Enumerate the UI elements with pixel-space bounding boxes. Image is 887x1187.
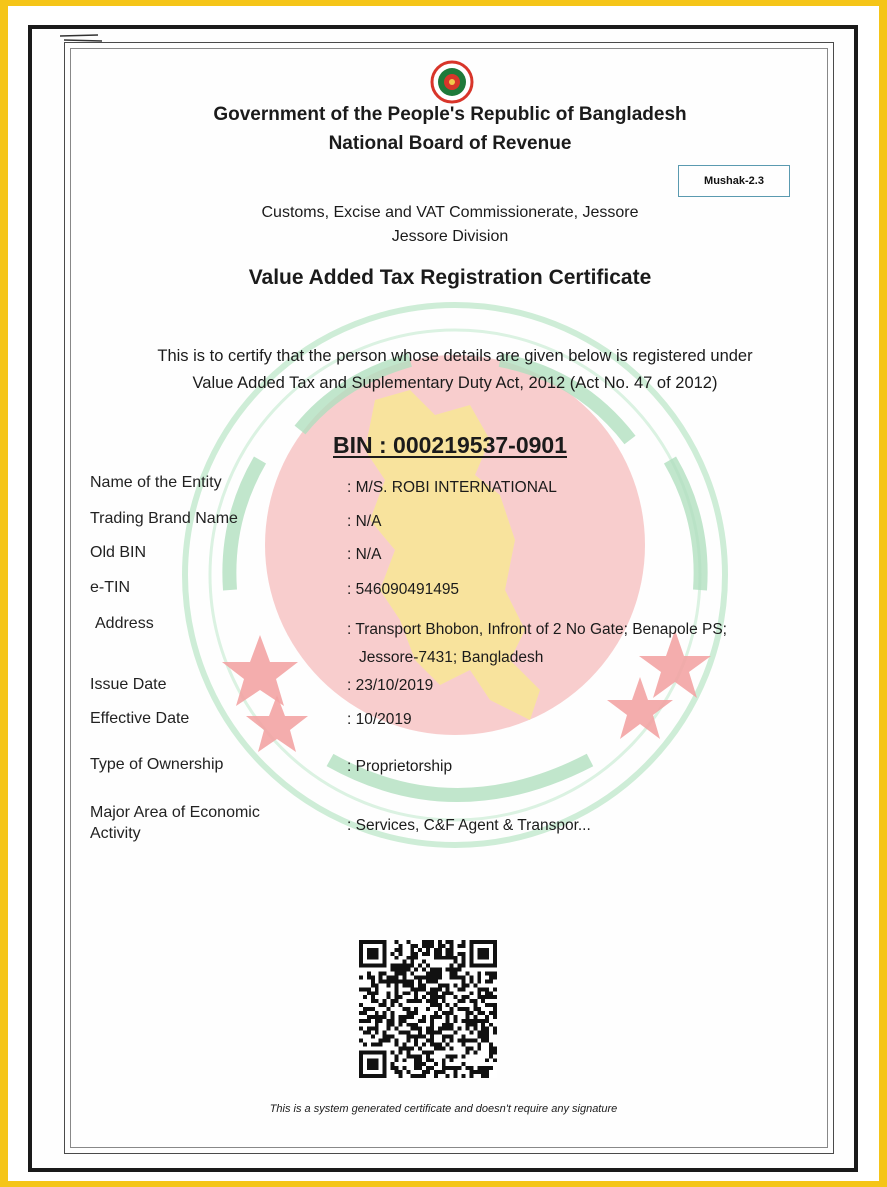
field-label-issue-date: Issue Date: [90, 676, 167, 693]
form-code-box: Mushak-2.3: [678, 165, 790, 197]
board-title: National Board of Revenue: [328, 133, 572, 154]
pen-mark-icon: [58, 32, 104, 46]
bin-number: BIN : 000219537-0901: [333, 432, 567, 458]
field-value-old-bin: : N/A: [347, 546, 382, 563]
field-label-effective-date: Effective Date: [90, 710, 190, 727]
field-label-economic-activity-line-2: Activity: [90, 825, 141, 842]
division: Jessore Division: [391, 228, 509, 245]
bangladesh-emblem-icon: [430, 60, 474, 104]
field-value-address-line-1: : Transport Bhobon, Infront of 2 No Gate; Benapole PS;: [347, 621, 727, 638]
certificate-title: Value Added Tax Registration Certificate: [248, 266, 652, 289]
certification-line-1: This is to certify that the person whose details are given below is registered under: [157, 347, 753, 365]
certification-line-2: Value Added Tax and Suplementary Duty Act, 2012 (Act No. 47 of 2012): [192, 374, 718, 392]
field-label-entity-name: Name of the Entity: [90, 474, 222, 491]
commissionerate: Customs, Excise and VAT Commissionerate, Jessore: [261, 204, 639, 221]
field-value-etin: : 546090491495: [347, 581, 460, 598]
footer-note: This is a system generated certificate and doesn't require any signature: [269, 1103, 618, 1115]
government-title: Government of the People's Republic of Bangladesh: [213, 104, 687, 125]
field-value-economic-activity: : Services, C&F Agent & Transpor...: [347, 817, 591, 834]
field-label-economic-activity-line-1: Major Area of Economic: [90, 804, 260, 821]
field-value-ownership-type: : Proprietorship: [347, 758, 453, 775]
field-label-trading-brand: Trading Brand Name: [90, 510, 238, 527]
qr-code: [358, 940, 498, 1078]
field-value-trading-brand: : N/A: [347, 513, 382, 530]
field-label-etin: e-TIN: [90, 579, 130, 596]
field-value-entity-name: : M/S. ROBI INTERNATIONAL: [347, 479, 557, 496]
field-value-address-line-2: Jessore-7431; Bangladesh: [359, 649, 544, 666]
field-label-ownership-type: Type of Ownership: [90, 756, 224, 773]
field-label-old-bin: Old BIN: [90, 544, 147, 561]
field-label-address: Address: [95, 615, 154, 632]
field-value-effective-date: : 10/2019: [347, 711, 412, 728]
field-value-issue-date: : 23/10/2019: [347, 677, 434, 694]
